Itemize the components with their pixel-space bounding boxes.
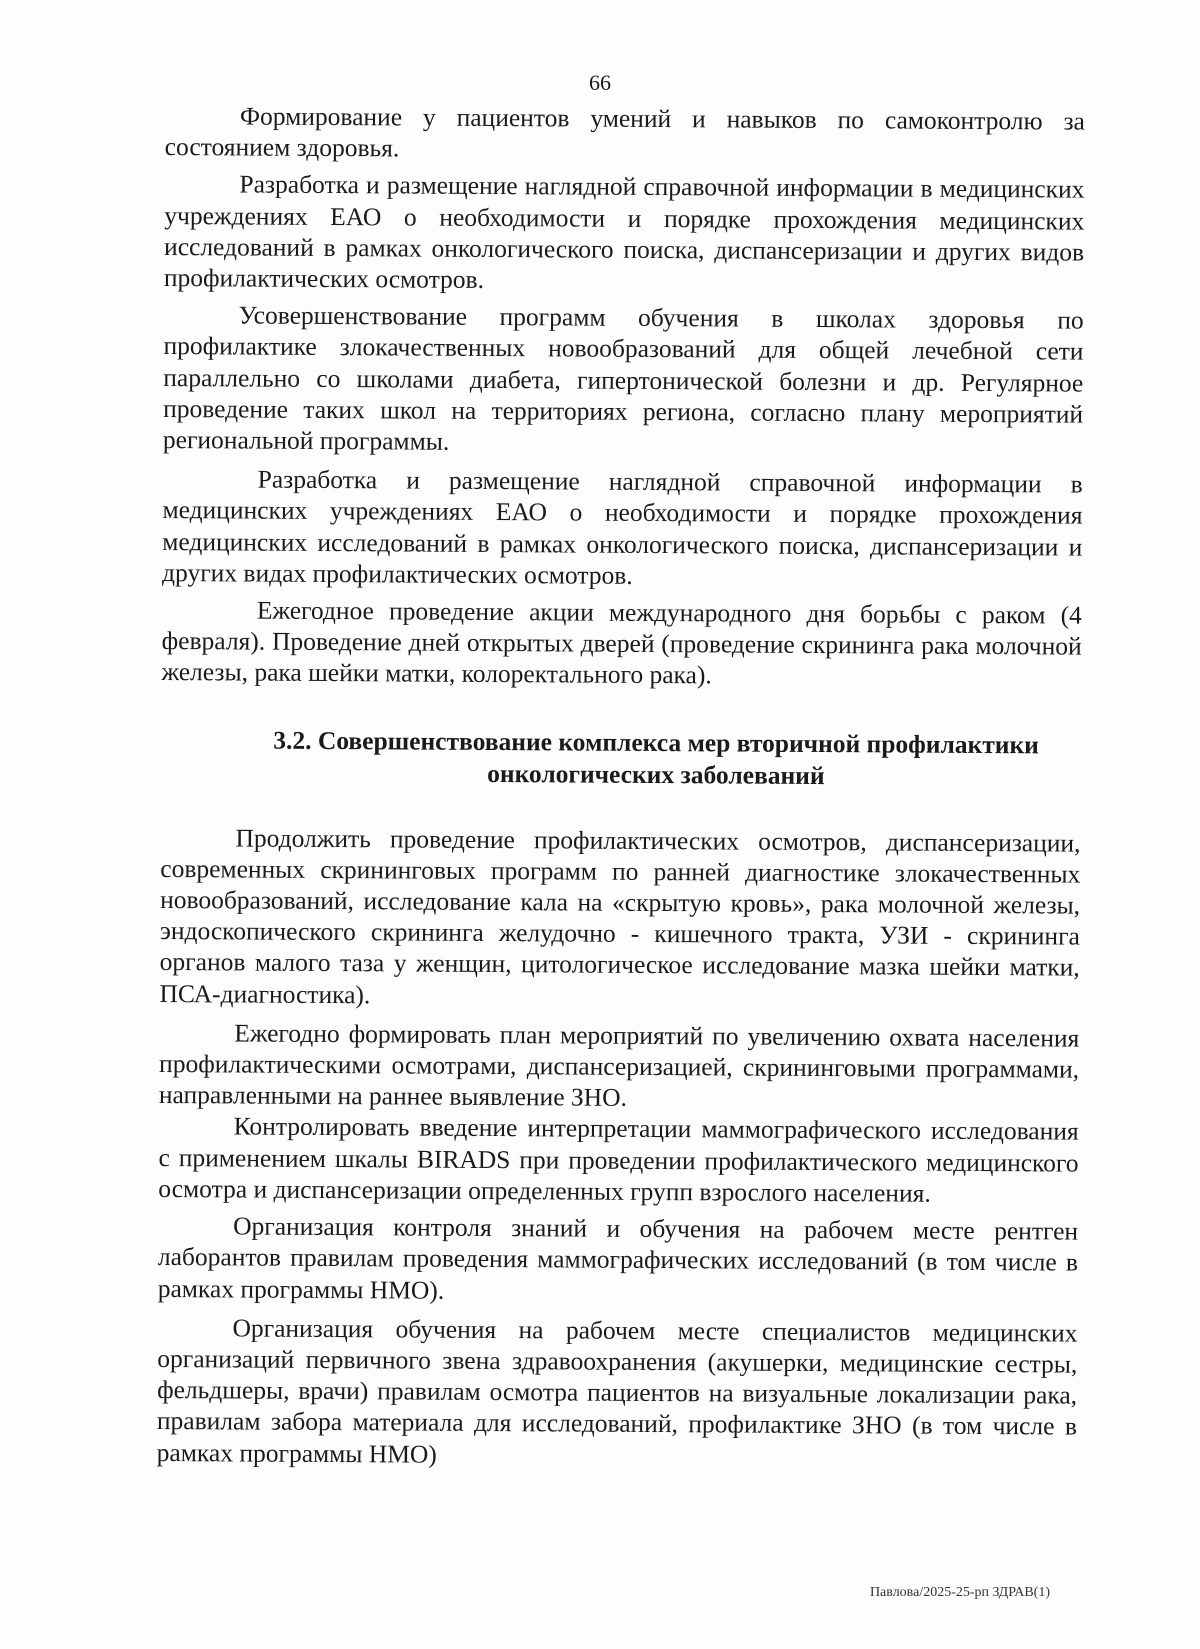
paragraph-annual-plan: Ежегодно формировать план мероприятий по увеличению охвата населения профилактическими осмотрами, диспансеризацией, скрининговыми программами, направленными на раннее выявление ЗНО. <box>158 1018 1080 1113</box>
page-number: 66 <box>589 70 611 95</box>
paragraph-self-control: Формирование у пациентов умений и навыков по самоконтролю за состоянием здоровья. <box>164 101 1085 163</box>
section-heading: 3.2. Совершенствование комплекса мер вторичной профилактики онкологических заболеваний <box>273 725 1039 790</box>
paragraph-reference-info-1: Разработка и размещение наглядной справочной информации в медицинских учреждениях ЕАО о необходимости и порядке прохождения медицинских исследований в рамках онкологического поиска, диспансеризации и других видов профилактических осмотров. <box>163 169 1085 294</box>
document-body <box>157 100 1085 1473</box>
paragraph-health-schools: Усовершенствование программ обучения в школах здоровья по профилактике злокачественных новообразований для общей лечебной сети параллельно со школами диабета, гипертонической болезни и др. Регулярное проведение таких школ на территориях региона, согласно плану мероприятий региональной программы. <box>162 300 1084 456</box>
paragraph-xray-training: Организация контроля знаний и обучения на рабочем месте рентген лаборантов правилам проведения маммографических исследований (в том числе в рамках программы НМО). <box>157 1211 1079 1305</box>
paragraph-screening: Продолжить проведение профилактических осмотров, диспансеризации, современных скрининговых программ по ранней диагностике злокачественных новообразований, исследование кала на «скрытую кровь», рака молочной железы, эндоскопического скрининга желудочно - кишечного тракта, УЗИ - скрининга органов малого таза у женщин, цитологическое исследование мазка шейки матки, ПСА-диагностика). <box>159 823 1081 1009</box>
paragraph-birads: Контролировать введение интерпретации маммографического исследования с применением шкалы BIRADS при проведении профилактического медицинского осмотра и диспансеризации определенных групп взрослого населения. <box>158 1111 1079 1208</box>
paragraph-cancer-day: Ежегодное проведение акции международного дня борьбы с раком (4 февраля). Проведение дней открытых дверей (проведение скрининга рака молочной железы, рака шейки матки, колоректального рака). <box>161 595 1082 690</box>
paragraph-primary-care-training: Организация обучения на рабочем месте специалистов медицинских организаций первичного звена здравоохранения (акушерки, медицинские сестры, фельдшеры, врачи) правилам осмотра пациентов на визуальные локализации рака, правилам забора материала для исследований, профилактике ЗНО (в том числе в рамках программы НМО) <box>156 1313 1078 1469</box>
paragraph-reference-info-2: Разработка и размещение наглядной справочной информации в медицинских учреждениях ЕАО о необходимости и порядке прохождения медицинских исследований в рамках онкологического поиска, диспансеризации и других видах профилактических осмотров. <box>162 464 1083 590</box>
document-code: Павлова/2025-25-рп ЗДРАВ(1) <box>869 1585 1050 1600</box>
